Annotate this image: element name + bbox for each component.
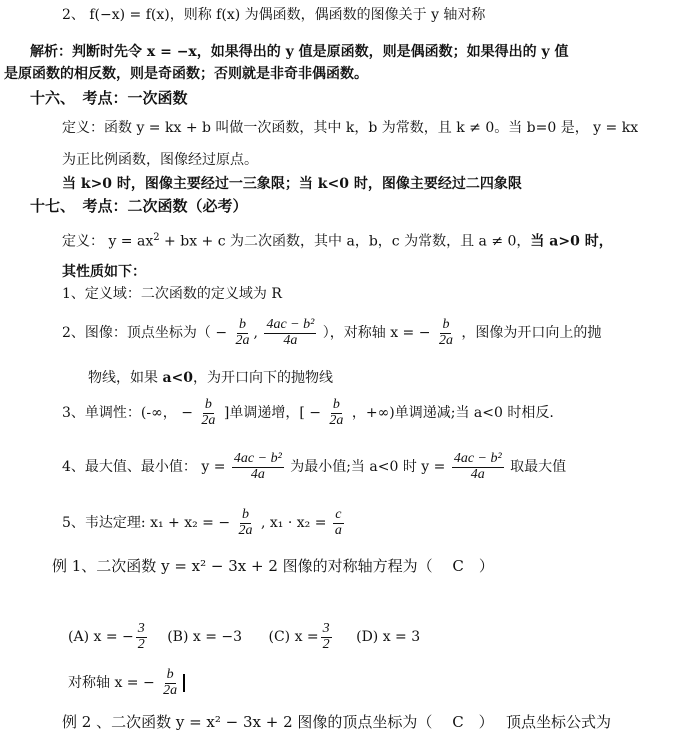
heading-16: 十六、 考点：一次函数 — [30, 89, 188, 107]
line-vertex: 2、图像：顶点坐标为（ − $\frac{b}{2a}$ , $\frac{\text{4ac − b²}}{4a}$ ），对称轴 x = − $\frac{b}{2a}$ ，图像为开口向上的抛 — [62, 317, 602, 348]
mono-post: ，+∞)单调递减;当 a<0 时相反. — [351, 405, 554, 422]
text-cursor — [183, 674, 185, 692]
line-monotonic — [62, 398, 554, 428]
def-post: + bx + c 为二次函数，其中 a，b，c 为常数，且 a ≠ 0， — [159, 233, 531, 250]
answer-pre: 对称轴 x = − — [68, 675, 155, 692]
frac-b-2a-vieta: $\frac{b}{2a}$ — [238, 507, 253, 538]
frac-c-a: $\frac{c}{a}$ — [334, 507, 342, 538]
line-analysis-2: 是原函数的相反数，则是奇函数；否则就是非奇非偶函数。 — [4, 66, 368, 82]
maxmin-mid: 为最小值;当 a<0 时 y = — [290, 459, 446, 476]
option-a: (A) x = − $\frac{3}{2}$ — [68, 621, 145, 652]
vertex-post: ，图像为开口向上的抛 — [461, 325, 602, 342]
option-c: (C) x = $\frac{3}{2}$ — [268, 621, 330, 652]
vieta-mid: , x₁ · x₂ = — [261, 515, 327, 532]
vertex-mid: ），对称轴 x = − — [322, 325, 431, 342]
line-linear-def-2: 为正比例函数，图像经过原点。 — [62, 152, 258, 168]
frac-b-2a: $\frac{b}{2a}$ — [235, 317, 250, 348]
vieta-pre: 5、韦达定理: x₁ + x₂ = − — [62, 515, 231, 532]
maxmin-post: 取最大值 — [510, 459, 567, 476]
frac-b-2a-axis: $\frac{b}{2a}$ — [438, 317, 453, 348]
line-vieta — [62, 508, 346, 538]
example-1: 例 1、二次函数 y = x² − 3x + 2 图像的对称轴方程为（ C ） — [52, 557, 494, 575]
line-linear-quadrants: 当 k>0 时，图像主要经过一三象限；当 k<0 时，图像主要经过二四象限 — [62, 176, 522, 192]
frac-b-2a-answer: $\frac{b}{2a}$ — [163, 667, 178, 698]
def-pre: 定义： y = ax — [62, 233, 154, 250]
example-1-options — [68, 622, 420, 652]
mono-pre: 3、单调性：(-∞， − — [62, 405, 193, 422]
line-properties-title: 其性质如下： — [62, 264, 146, 280]
line-max-min — [62, 452, 566, 482]
example-2: 例 2 、二次函数 y = x² − 3x + 2 图像的顶点坐标为（ C ） 顶点坐标公式为 — [62, 713, 611, 731]
option-d: (D) x = 3 — [356, 629, 421, 646]
mono-mid: ]单调递增，[ − — [223, 405, 321, 422]
frac-max: $\frac{\text{4ac − b²}}{4a}$ — [453, 451, 502, 482]
frac-b-2a-mono1: $\frac{b}{2a}$ — [201, 397, 216, 428]
line-parabola-open — [88, 368, 333, 388]
vertex-pre: 2、图像：顶点坐标为（ − — [62, 325, 228, 342]
line-domain: 1、定义域：二次函数的定义域为 R — [62, 286, 282, 302]
def-bold: 当 a>0 时， — [530, 233, 613, 250]
def-exp: 2 — [153, 232, 160, 243]
open-post: ，为开口向下的抛物线 — [193, 370, 333, 386]
heading-17: 十七、 考点：二次函数（必考） — [30, 197, 248, 215]
open-bold: a<0 — [162, 370, 193, 386]
line-quadratic-def — [62, 228, 613, 252]
frac-4ac-b2-4a: $\frac{\text{4ac − b²}}{4a}$ — [266, 317, 315, 348]
example-1-answer — [68, 668, 185, 698]
line-linear-def: 定义：函数 y = kx + b 叫做一次函数，其中 k，b 为常数，且 k ≠ 0。当 b=0 是， y = kx — [62, 120, 639, 136]
frac-b-2a-mono2: $\frac{b}{2a}$ — [329, 397, 344, 428]
line-even-function: 2、 f(−x) = f(x)，则称 f(x) 为偶函数，偶函数的图像关于 y 轴对称 — [62, 7, 486, 23]
maxmin-pre: 4、最大值、最小值： y = — [62, 459, 226, 476]
line-analysis-1: 解析：判断时先令 x = −x，如果得出的 y 值是原函数，则是偶函数；如果得出的 y 值 — [30, 44, 569, 60]
frac-min: $\frac{\text{4ac − b²}}{4a}$ — [233, 451, 282, 482]
open-pre: 物线，如果 — [88, 370, 163, 386]
option-b: (B) x = −3 — [167, 629, 243, 646]
